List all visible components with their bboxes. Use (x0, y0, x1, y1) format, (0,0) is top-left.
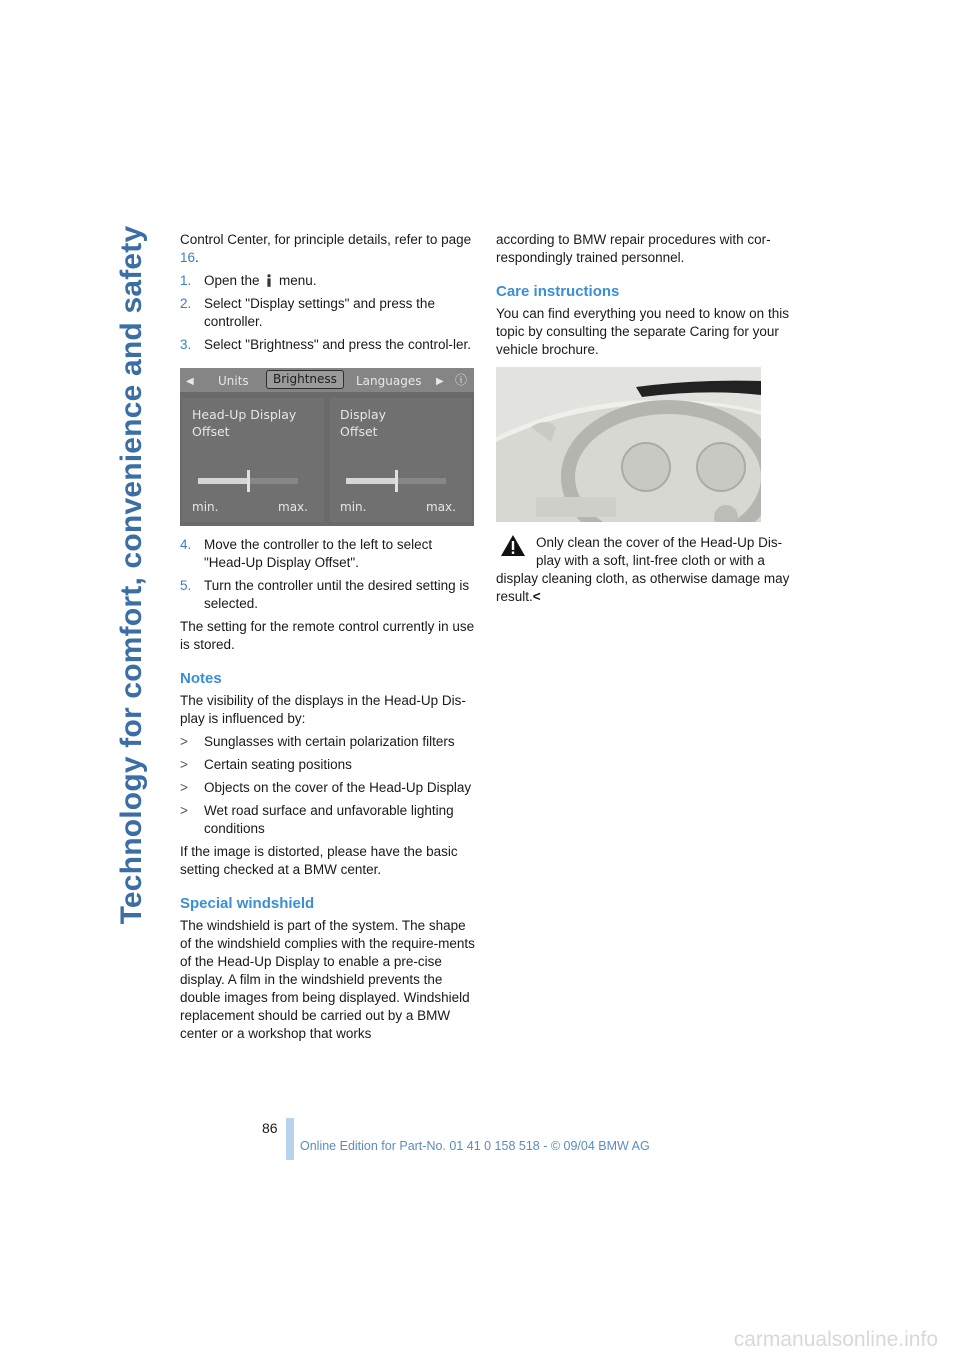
stored-paragraph: The setting for the remote control currently in use is stored. (180, 619, 475, 652)
page-link-16[interactable]: 16 (180, 250, 196, 265)
display-offset-pane (330, 398, 472, 522)
brightness-screen-illustration (180, 368, 474, 526)
bullet-marker: > (180, 803, 188, 818)
pane-label-line2: Offset (340, 424, 378, 439)
care-paragraph: You can find everything you need to know on this topic by consulting the separate Caring for your vehicle brochure. (496, 306, 789, 357)
side-chapter-title (112, 225, 152, 925)
tab-brightness: Brightness (266, 370, 344, 389)
bullet-item (180, 733, 475, 751)
watermark: carmanualsonline.info (733, 1328, 938, 1351)
continued-paragraph: according to BMW repair procedures with cor-respondingly trained personnel. (496, 232, 771, 265)
tab-languages: Languages (356, 374, 422, 388)
pane-label-line2: Offset (192, 424, 230, 439)
slider-knob (247, 470, 250, 492)
slider-fill (198, 478, 248, 484)
bullet-marker: > (180, 757, 188, 772)
offset-slider (346, 478, 446, 484)
step-4 (180, 536, 475, 572)
step-number: 4. (180, 537, 192, 552)
care-heading: Care instructions (496, 283, 620, 300)
footer-edition: Online Edition for Part-No. 01 41 0 158 518 - © 09/04 BMW AG (300, 1139, 650, 1153)
dashboard-photo (496, 367, 761, 522)
bullet-text: Wet road surface and unfavorable lighting conditions (204, 803, 454, 836)
bullet-item (180, 779, 475, 797)
right-column (496, 231, 791, 606)
bullet-marker: > (180, 780, 188, 795)
pane-label-line1: Display (340, 407, 387, 422)
dashboard-illustration (496, 367, 761, 522)
step-number: 1. (180, 273, 192, 288)
info-menu-icon (265, 274, 273, 287)
bullet-item (180, 802, 475, 838)
bullet-text: Sunglasses with certain polarization filters (204, 734, 455, 749)
intro-paragraph (180, 231, 475, 267)
step-text-end: menu. (275, 273, 317, 288)
warning-note (496, 534, 791, 606)
step-text: Turn the controller until the desired setting is selected. (204, 578, 470, 611)
step-5 (180, 577, 475, 613)
tab-units: Units (218, 374, 249, 388)
slider-fill (346, 478, 396, 484)
right-arrow-icon: ▶ (436, 376, 444, 387)
left-arrow-icon: ◀ (186, 376, 194, 387)
step-text: Select "Display settings" and press the controller. (204, 296, 435, 329)
side-chapter-title-text: Technology for comfort, convenience and safety (115, 225, 148, 925)
step-number: 3. (180, 337, 192, 352)
pane-label-line1: Head-Up Display (192, 407, 297, 422)
step-text: Select "Brightness" and press the control-ler. (204, 337, 471, 352)
intro-end: . (195, 250, 199, 265)
end-mark: < (532, 589, 541, 604)
step-2 (180, 295, 475, 331)
step-3 (180, 336, 475, 354)
pane-label (192, 406, 296, 440)
intro-text: Control Center, for principle details, refer to page (180, 232, 472, 247)
footer-bar (286, 1118, 294, 1160)
bullet-text: Certain seating positions (204, 757, 352, 772)
bullet-marker: > (180, 734, 188, 749)
step-number: 2. (180, 296, 192, 311)
info-circle-icon: ⓘ (455, 373, 468, 387)
windshield-paragraph: The windshield is part of the system. The shape of the windshield complies with the require-ments of the Head-Up Display to enable a pre-cise display. A film in the windshield prevents the double images from being displayed. Windshield replacement should be carried out by a BMW center or a workshop that works (180, 918, 475, 1041)
max-label: max. (426, 500, 456, 514)
bullet-item (180, 756, 475, 774)
step-text: Open the (204, 273, 264, 288)
distorted-paragraph: If the image is distorted, please have the basic setting checked at a BMW center. (180, 844, 458, 877)
step-number: 5. (180, 578, 192, 593)
offset-slider (198, 478, 298, 484)
warning-triangle-icon (500, 534, 526, 557)
bullet-text: Objects on the cover of the Head-Up Display (204, 780, 472, 795)
pane-label (340, 406, 386, 440)
windshield-heading: Special windshield (180, 895, 315, 912)
left-column (180, 231, 475, 1048)
step-text: Move the controller to the left to select "Head-Up Display Offset". (204, 537, 433, 570)
min-label: min. (340, 500, 367, 514)
notes-heading: Notes (180, 670, 222, 687)
min-label: min. (192, 500, 219, 514)
page-number: 86 (262, 1120, 278, 1136)
warning-text: Only clean the cover of the Head-Up Dis-play with a soft, lint-free cloth or with a display cleaning cloth, as otherwise damage may result. (496, 535, 790, 604)
slider-knob (395, 470, 398, 492)
notes-intro: The visibility of the displays in the Head-Up Dis-play is influenced by: (180, 693, 466, 726)
max-label: max. (278, 500, 308, 514)
head-up-offset-pane (182, 398, 324, 522)
step-1 (180, 272, 475, 290)
